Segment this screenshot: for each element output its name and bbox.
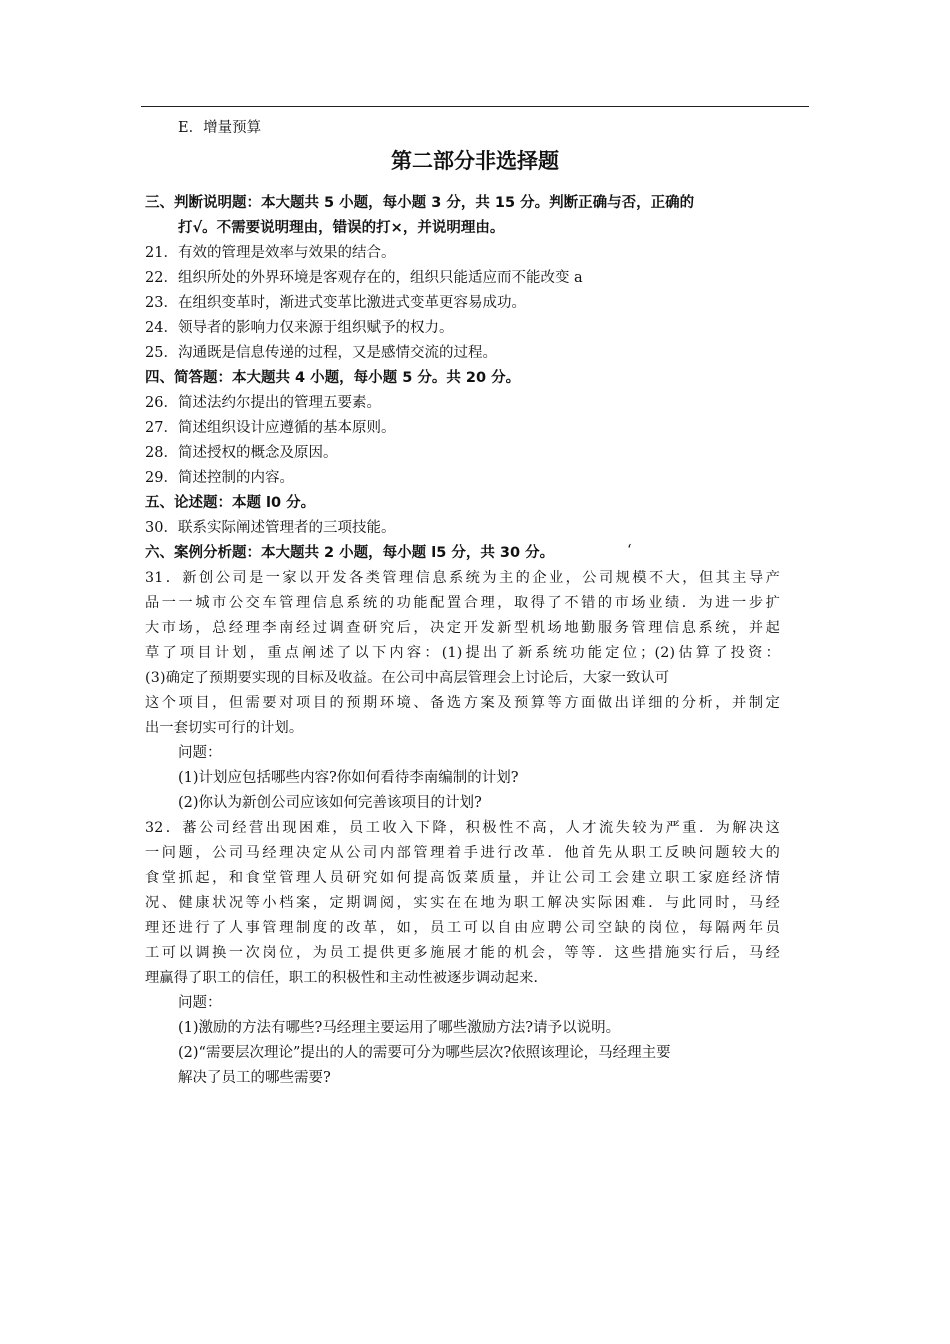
option-e: E．增量预算 [178,120,262,136]
item-30: 30．联系实际阐述管理者的三项技能。 [145,520,396,536]
s3-heading-line2: 打√。不需要说明理由，错误的打×，并说明理由。 [178,220,505,236]
section-title: 第二部分非选择题 [391,149,559,173]
q32-line-7: 理赢得了职工的信任，职工的积极性和主动性被逐步调动起来． [145,970,548,986]
q31-line-4: 草了项目计划，重点阐述了以下内容：(1)提出了新系统功能定位；(2)估算了投资： [145,645,780,661]
q32-line-4: 况、健康状况等小档案，定期调阅，实实在在地为职工解决实际困难．与此同时，马经 [145,895,780,911]
q32-line-2: 一问题，公司马经理决定从公司内部管理着手进行改革．他首先从职工反映问题较大的 [145,845,780,861]
item-22: 22．组织所处的外界环境是客观存在的，组织只能适应而不能改变 a [145,270,583,286]
item-25: 25．沟通既是信息传递的过程，又是感情交流的过程。 [145,345,497,361]
q32-line-1: 32．蕃公司经营出现困难，员工收入下降，积极性不高，人才流失较为严重．为解决这 [145,820,780,836]
s4-heading: 四、简答题：本大题共 4 小题，每小题 5 分。共 20 分。 [145,370,521,386]
s6-heading-mark: ‘ [627,543,632,559]
q31-line-3: 大市场，总经理李南经过调查研究后，决定开发新型机场地勤服务管理信息系统，并起 [145,620,780,636]
q32-line-3: 食堂抓起，和食堂管理人员研究如何提高饭菜质量，并让公司工会建立职工家庭经济情 [145,870,780,886]
q32-question-1: (1)激励的方法有哪些?马经理主要运用了哪些激励方法?请予以说明。 [178,1020,621,1036]
q31-line-2: 品一一城市公交车管理信息系统的功能配置合理，取得了不错的市场业绩．为进一步扩 [145,595,780,611]
q31-line-7: 出一套切实可行的计划。 [145,720,304,736]
s5-heading: 五、论述题：本题 l0 分。 [145,495,316,511]
item-21: 21．有效的管理是效率与效果的结合。 [145,245,396,261]
s6-heading: 六、案例分析题：本大题共 2 小题，每小题 l5 分，共 30 分。 [145,545,555,561]
item-23: 23．在组织变革时，渐进式变革比激进式变革更容易成功。 [145,295,526,311]
item-27: 27．简述组织设计应遵循的基本原则。 [145,420,396,436]
q32-line-5: 理还进行了人事管理制度的改革，如，员工可以自由应聘公司空缺的岗位，每隔两年员 [145,920,780,936]
q32-line-6: 工可以调换一次岗位，为员工提供更多施展才能的机会，等等．这些措施实行后，马经 [145,945,780,961]
q32-question-2: (2)“需要层次理论”提出的人的需要可分为哪些层次?依照该理论，马经理主要 [178,1045,671,1061]
q31-question-2: (2)你认为新创公司应该如何完善该项目的计划? [178,795,482,811]
s3-heading-line1: 三、判断说明题：本大题共 5 小题，每小题 3 分，共 15 分。判断正确与否，正确的 [145,195,695,211]
q31-line-5: (3)确定了预期要实现的目标及收益。在公司中高层管理会上讨论后，大家一致认可 [145,670,670,686]
q31-line-6: 这个项目，但需要对项目的预期环境、备选方案及预算等方面做出详细的分析，并制定 [145,695,780,711]
item-26: 26．简述法约尔提出的管理五要素。 [145,395,381,411]
q31-question-label: 问题： [178,745,222,761]
q31-question-1: (1)计划应包括哪些内容?你如何看待李南编制的计划? [178,770,519,786]
item-29: 29．简述控制的内容。 [145,470,294,486]
q32-question-2-cont: 解决了员工的哪些需要? [178,1070,331,1086]
header-rule [141,106,809,107]
q32-question-label: 问题： [178,995,222,1011]
q31-line-1: 31．新创公司是一家以开发各类管理信息系统为主的企业，公司规模不大，但其主导产 [145,570,780,586]
item-24: 24．领导者的影响力仅来源于组织赋予的权力。 [145,320,454,336]
item-28: 28．简述授权的概念及原因。 [145,445,338,461]
